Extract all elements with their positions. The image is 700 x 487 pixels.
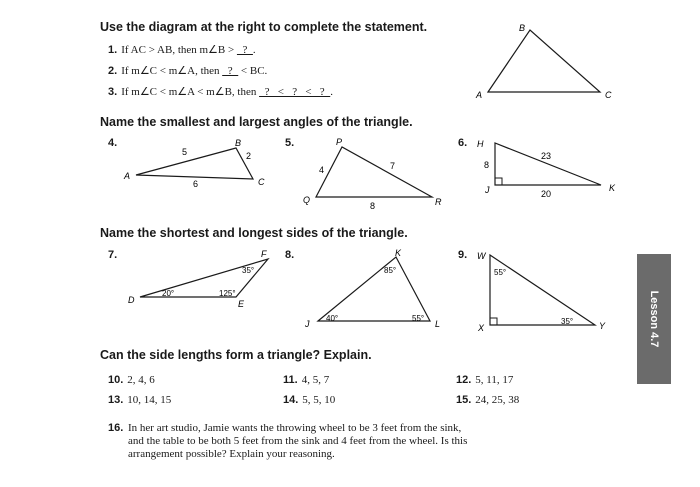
lesson-tab-label: Lesson 4.7 (648, 290, 660, 348)
problem-3 (108, 82, 333, 100)
diagram-triangle-9 (473, 247, 633, 335)
problem-5-number: 5. (285, 137, 295, 149)
vertex-e-label: E (238, 299, 245, 309)
problem-text: 24, 25, 38 (475, 394, 520, 406)
answer-blank: _?_ (222, 65, 239, 77)
diagram-triangle-8 (300, 247, 450, 331)
vertex-p-label: P (336, 137, 343, 147)
problem-number: 15. (456, 394, 472, 406)
problem-16-text: In her art studio, Jamie wants the throwing wheel to be 3 feet from the sink, and the table to be both 5 feet from the sink and 4 feet from the wheel. Is this arrangement possible? Explain your reasoning. (128, 422, 468, 460)
problem-text: 10, 14, 15 (127, 394, 172, 406)
problem-number: 12. (456, 374, 472, 386)
section4-heading: Can the side lengths form a triangle? Explain. (100, 348, 372, 362)
problem-number: 2. (108, 65, 118, 77)
section3-heading: Name the shortest and longest sides of the triangle. (100, 226, 408, 240)
diagram-triangle-4 (118, 135, 278, 195)
angle-j-label: 40° (326, 314, 339, 323)
vertex-j-label: J (485, 185, 490, 195)
side-hk-label: 23 (541, 151, 552, 161)
vertex-c-label: C (605, 90, 612, 100)
problem-number: 14. (283, 394, 299, 406)
diagram-triangle-6 (473, 135, 633, 205)
vertex-f-label: F (261, 249, 267, 259)
vertex-y-label: Y (599, 321, 606, 331)
side-jk-label: 20 (541, 189, 552, 199)
problem-number: 10. (108, 374, 124, 386)
vertex-q-label: Q (303, 195, 311, 205)
vertex-l-label: L (435, 319, 441, 329)
vertex-a-label: A (124, 171, 131, 181)
side-pr-label: 7 (390, 161, 396, 171)
section2-heading: Name the smallest and largest angles of the triangle. (100, 115, 413, 129)
vertex-b-label: B (235, 138, 242, 148)
angle-k-label: 85° (384, 266, 397, 275)
vertex-x-label: X (478, 323, 485, 333)
side-qr-label: 8 (370, 201, 376, 211)
problem-14 (283, 390, 335, 408)
problem-text: 5, 11, 17 (475, 374, 514, 386)
problem-10 (108, 370, 155, 388)
diagram-triangle-7 (118, 247, 278, 319)
side-hj-label: 8 (484, 160, 490, 170)
vertex-k-label: K (609, 183, 616, 193)
vertex-r-label: R (435, 197, 442, 207)
vertex-c-label: C (258, 177, 265, 187)
problem-tail: < BC. (238, 65, 268, 77)
problem-2 (108, 61, 267, 79)
problem-number: 3. (108, 86, 118, 98)
problem-text: If AC > AB, then m∠B > (121, 44, 237, 56)
angle-l-label: 55° (412, 314, 425, 323)
vertex-w-label: W (477, 251, 486, 261)
vertex-a-label: A (476, 90, 483, 100)
vertex-h-label: H (477, 139, 484, 149)
angle-e-label: 125° (219, 289, 236, 298)
angle-w-label: 55° (494, 268, 507, 277)
vertex-d-label: D (128, 295, 135, 305)
lesson-side-tab (637, 254, 671, 384)
side-ac-label: 6 (193, 179, 199, 189)
side-pq-label: 4 (319, 165, 325, 175)
problem-tail: . (252, 44, 256, 56)
problem-1 (108, 40, 256, 58)
problem-text: If m∠C < m∠A, then (121, 65, 223, 77)
angle-y-label: 35° (561, 317, 574, 326)
problem-13 (108, 390, 171, 408)
angle-f-label: 35° (242, 266, 255, 275)
problem-16-number: 16. (108, 422, 124, 434)
section1-heading: Use the diagram at the right to complete the statement. (100, 20, 428, 34)
problem-9-number: 9. (458, 249, 468, 261)
problem-text: 2, 4, 6 (127, 374, 155, 386)
problem-6-number: 6. (458, 137, 468, 149)
problem-number: 1. (108, 44, 118, 56)
vertex-j-label: J (305, 319, 310, 329)
problem-text: If m∠C < m∠A < m∠B, then (121, 86, 260, 98)
problem-7-number: 7. (108, 249, 118, 261)
side-bc-label: 2 (246, 151, 252, 161)
diagram-triangle-5 (300, 135, 450, 213)
problem-text: 4, 5, 7 (301, 374, 330, 386)
problem-number: 13. (108, 394, 124, 406)
problem-tail: . (330, 86, 333, 98)
problem-text: 5, 5, 10 (302, 394, 336, 406)
vertex-b-label: B (519, 23, 526, 33)
answer-blank: _?_ (236, 44, 253, 56)
side-ab-label: 5 (182, 147, 188, 157)
answer-blank: _?_ < _?_ < _?_ (259, 86, 331, 98)
problem-11 (283, 370, 329, 388)
problem-12 (456, 370, 513, 388)
vertex-k-label: K (395, 248, 402, 258)
problem-15 (456, 390, 519, 408)
problem-8-number: 8. (285, 249, 295, 261)
problem-4-number: 4. (108, 137, 118, 149)
diagram-triangle-abc (470, 18, 630, 104)
problem-number: 11. (283, 374, 298, 386)
angle-d-label: 20° (162, 289, 175, 298)
